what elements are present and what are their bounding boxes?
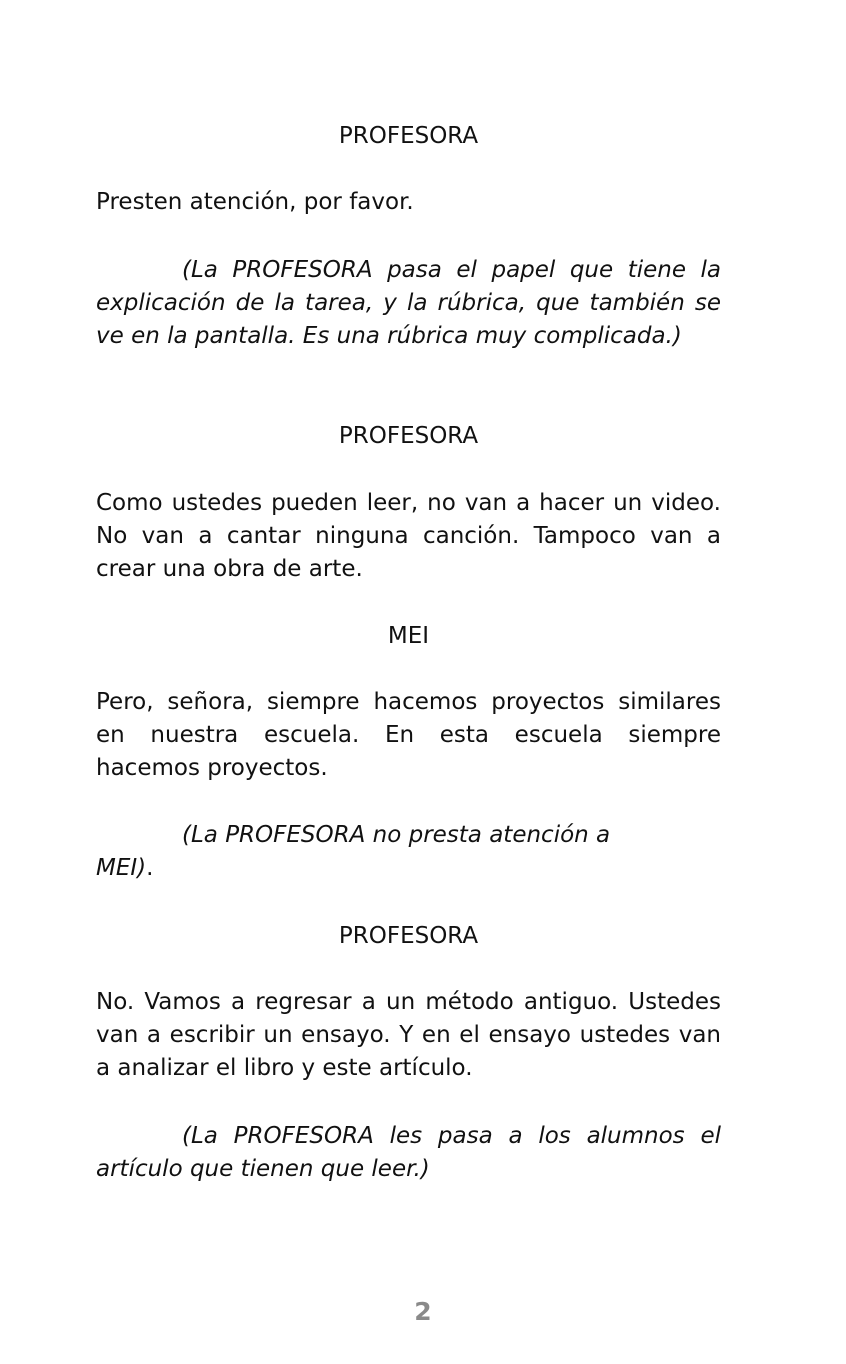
dialogue-line: Presten atención, por favor. bbox=[96, 189, 414, 215]
speaker-name: PROFESORA bbox=[338, 123, 479, 149]
stage-direction: (La PROFESORA pasa el papel que tiene la explicación de la tarea, y la rúbrica, que también se ve en la pantalla. Es una rúbrica muy complicada.) bbox=[96, 257, 721, 349]
stage-direction bbox=[96, 819, 666, 885]
dialogue-line: Pero, señora, siempre hacemos proyectos similares en nuestra escuela. En esta escuela siempre hacemos proyectos. bbox=[96, 689, 721, 781]
dialogue-line: Como ustedes pueden leer, no van a hacer un video. No van a cantar ninguna canción. Tampoco van a crear una obra de arte. bbox=[96, 490, 721, 582]
speaker-name: PROFESORA bbox=[338, 423, 479, 449]
stage-direction: (La PROFESORA les pasa a los alumnos el artículo que tienen que leer.) bbox=[96, 1123, 721, 1182]
stage-direction-italic: (La PROFESORA no presta atención a MEI) bbox=[96, 822, 611, 881]
dialogue-line: No. Vamos a regresar a un método antiguo. Ustedes van a escribir un ensayo. Y en el ensayo ustedes van a analizar el libro y este artículo. bbox=[96, 989, 721, 1081]
page-number: 2 bbox=[414, 1297, 432, 1326]
speaker-name: PROFESORA bbox=[338, 923, 479, 949]
stage-direction-period: . bbox=[146, 855, 154, 881]
speaker-name: MEI bbox=[387, 623, 430, 649]
